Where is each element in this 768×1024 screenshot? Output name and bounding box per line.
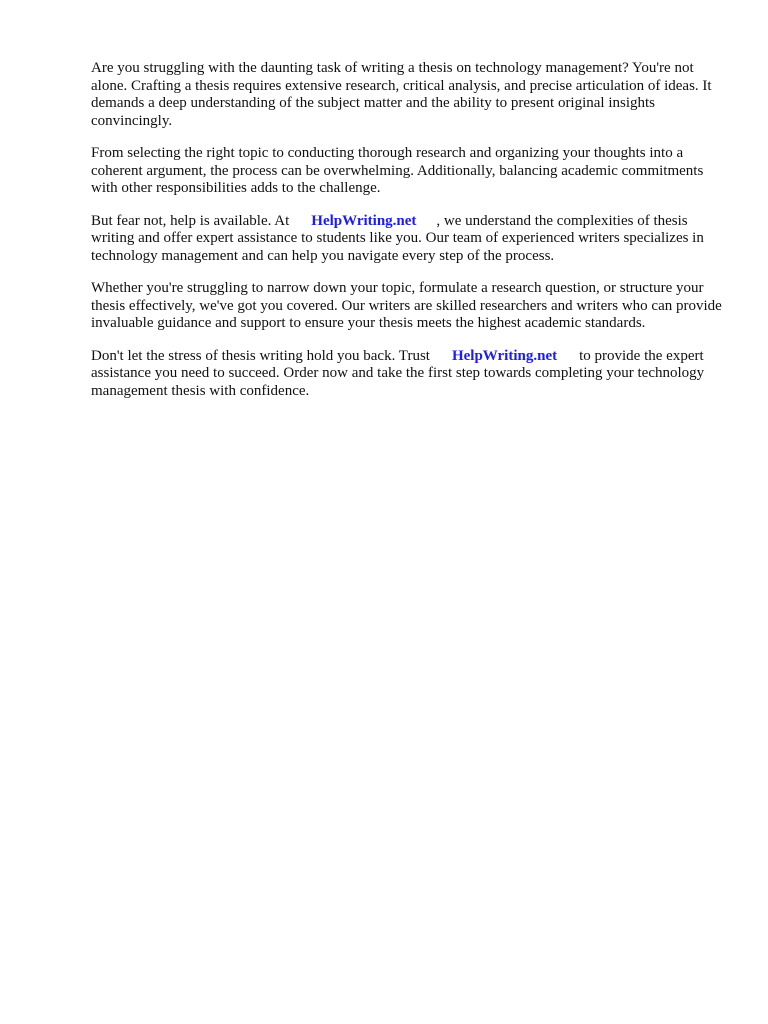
- paragraph-help-lead: But fear not, help is available. At: [91, 212, 290, 229]
- document-body: [91, 60, 731, 415]
- paragraph-cta-rest: to provide the expert assistance you need to succeed. Order now and take the first step towards completing your technology management thesis with confidence.: [91, 347, 705, 399]
- paragraph-intro: Are you struggling with the daunting task of writing a thesis on technology management? You're not alone. Crafting a thesis requires extensive research, critical analysis, and precise articulation of ideas. It demands a deep understanding of the subject matter and the ability to present original insights convincingly.: [91, 60, 712, 129]
- paragraph-writers: Whether you're struggling to narrow down your topic, formulate a research question, or structure your thesis effectively, we've got you covered. Our writers are skilled researchers and writers who can provide invaluable guidance and support to ensure your thesis meets the highest academic standards.: [91, 280, 722, 331]
- helpwriting-link[interactable]: HelpWriting.net: [311, 212, 417, 229]
- paragraph-cta: [91, 348, 731, 401]
- paragraph-help: [91, 213, 731, 266]
- paragraph-process: From selecting the right topic to conducting thorough research and organizing your thoughts into a coherent argument, the process can be overwhelming. Additionally, balancing academic commitments with other responsibilities adds to the challenge.: [91, 145, 704, 196]
- paragraph-cta-lead: Don't let the stress of thesis writing hold you back. Trust: [91, 347, 430, 364]
- paragraph-help-rest: , we understand the complexities of thesis writing and offer expert assistance to students like you. Our team of experienced writers specializes in technology management and can help you navigate every step of the process.: [91, 212, 704, 264]
- helpwriting-link-cta[interactable]: HelpWriting.net: [451, 347, 558, 364]
